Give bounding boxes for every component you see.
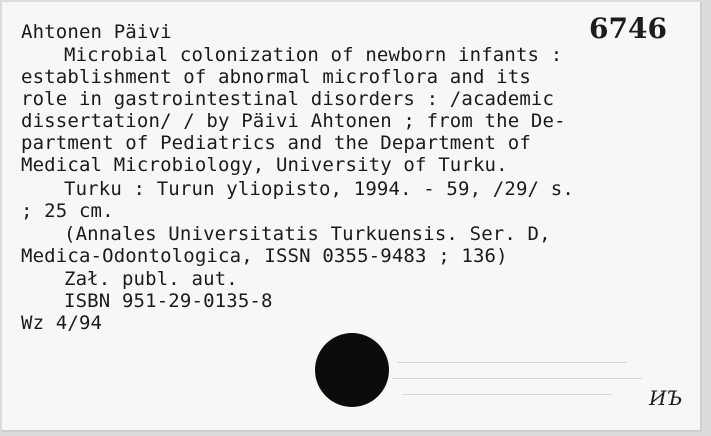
show-through-mark <box>402 394 612 395</box>
catalog-card <box>2 2 702 432</box>
series-line-2: Medica-Odontologica, ISSN 0355-9483 ; 136) <box>21 245 508 267</box>
handwritten-initials: ИЪ <box>649 386 683 410</box>
imprint-line: Turku : Turun yliopisto, 1994. - 59, /29/ s. <box>64 178 574 200</box>
title-line-5: partment of Pediatrics and the Department of <box>21 132 531 154</box>
title-line-3: role in gastrointestinal disorders : /academic <box>21 88 555 110</box>
call-number: 6746 <box>589 12 667 45</box>
show-through-mark <box>392 378 642 379</box>
note-line: Zał. publ. aut. <box>64 268 238 290</box>
isbn-line: ISBN 951-29-0135-8 <box>64 290 273 312</box>
card-punch-hole <box>315 333 389 407</box>
show-through-mark <box>397 362 627 363</box>
title-line-6: Medical Microbiology, University of Turku. <box>21 154 508 176</box>
accession-line: Wz 4/94 <box>21 312 103 334</box>
extent-line: ; 25 cm. <box>21 200 114 222</box>
author-heading: Ahtonen Päivi <box>21 21 172 43</box>
series-line-1: (Annales Universitatis Turkuensis. Ser. D, <box>64 223 551 245</box>
title-line-1: Microbial colonization of newborn infants : <box>64 44 563 66</box>
title-line-4: dissertation/ / by Päivi Ahtonen ; from the De- <box>21 110 566 132</box>
title-line-2: establishment of abnormal microflora and its <box>21 66 531 88</box>
